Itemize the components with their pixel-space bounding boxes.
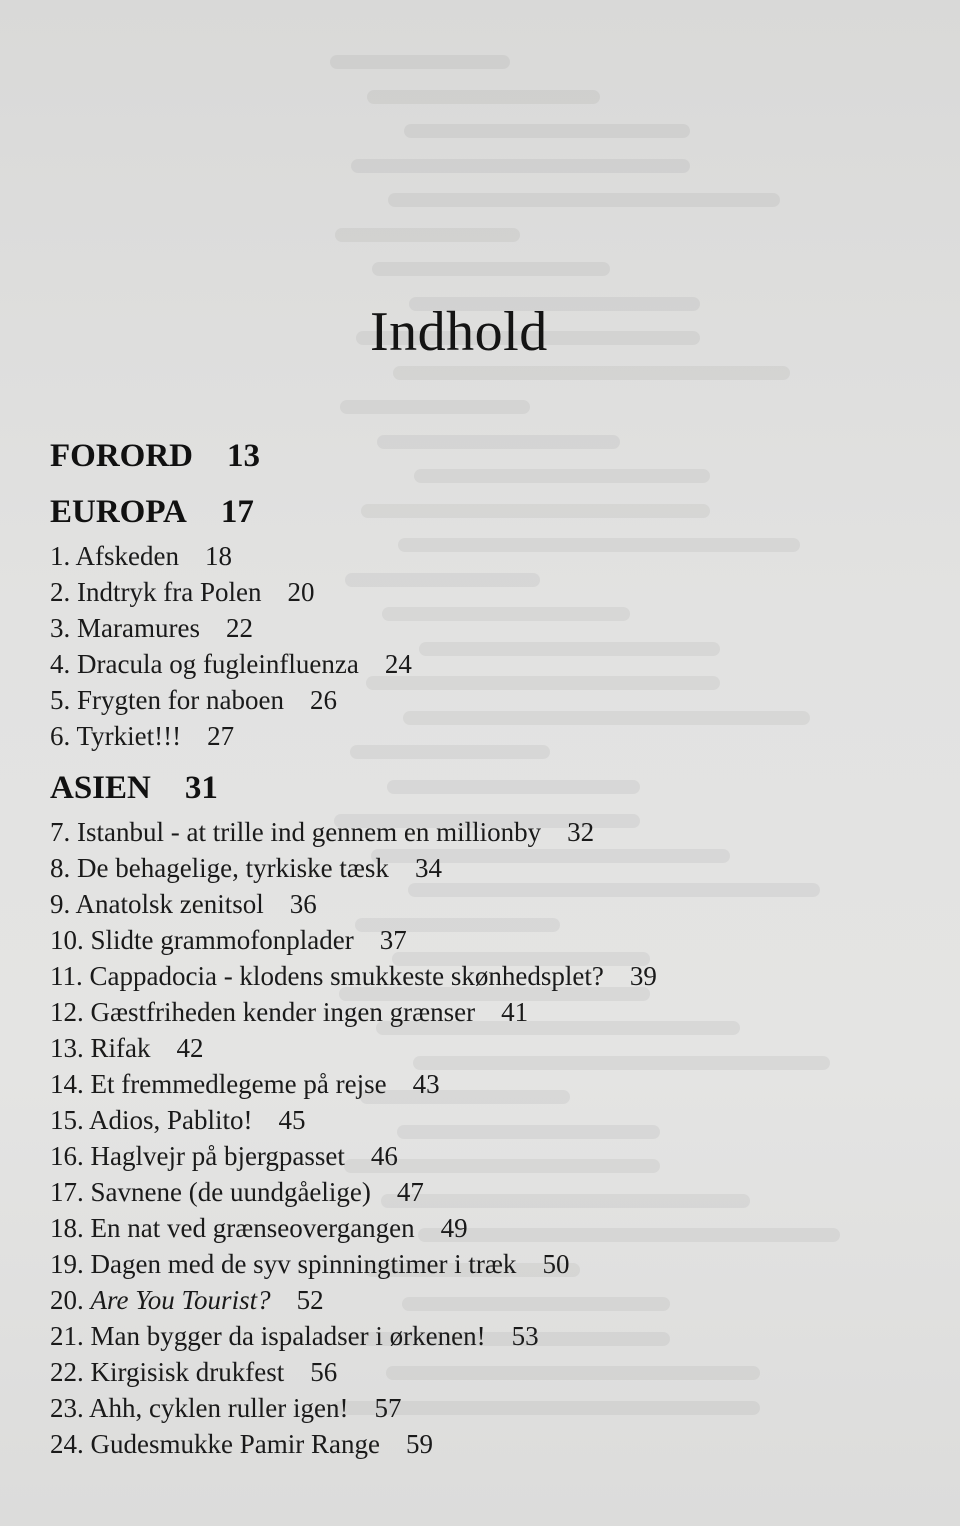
- entry-page-number: 37: [379, 925, 407, 955]
- entry-number: 12.: [50, 997, 84, 1027]
- entry-page-number: 36: [289, 889, 317, 919]
- entry-title: Maramures: [77, 613, 200, 643]
- toc-entry: [50, 886, 750, 922]
- entry-number: 20.: [50, 1285, 84, 1315]
- entry-number: 13.: [50, 1033, 84, 1063]
- section-page-number: 13: [227, 438, 260, 474]
- entry-number: 18.: [50, 1213, 84, 1243]
- toc-entry: [50, 994, 750, 1030]
- bleed-through-line: [367, 90, 600, 104]
- entry-title: Are You Tourist?: [90, 1285, 271, 1315]
- toc-entry: [50, 682, 750, 718]
- toc-entry: [50, 1390, 750, 1426]
- entry-number: 5.: [50, 685, 71, 715]
- entry-title: Et fremmedlegeme på rejse: [90, 1069, 387, 1099]
- entry-number: 2.: [50, 577, 71, 607]
- toc-entry: [50, 1246, 750, 1282]
- entry-title: Istanbul - at trille ind gennem en millionby: [77, 817, 542, 847]
- section-spacer: [50, 1462, 750, 1470]
- section-heading: [50, 430, 750, 482]
- entry-page-number: 56: [310, 1357, 338, 1387]
- bleed-through-line: [340, 400, 530, 414]
- entry-page-number: 32: [567, 817, 595, 847]
- toc-entry: [50, 574, 750, 610]
- toc-entry: [50, 1066, 750, 1102]
- entry-number: 11.: [50, 961, 83, 991]
- section-page-number: 17: [220, 494, 254, 530]
- entry-page-number: 47: [396, 1177, 424, 1207]
- toc-entry: [50, 814, 750, 850]
- section-heading: [50, 762, 750, 814]
- entry-number: 23.: [50, 1393, 84, 1423]
- entry-page-number: 53: [511, 1321, 539, 1351]
- toc-entry: [50, 1210, 750, 1246]
- toc-entry: [50, 922, 750, 958]
- entry-page-number: 39: [629, 961, 657, 991]
- table-of-contents: [50, 430, 750, 1470]
- bleed-through-line: [393, 366, 790, 380]
- entry-title: Gudesmukke Pamir Range: [90, 1429, 380, 1459]
- bleed-through-line: [330, 55, 510, 69]
- entry-number: 16.: [50, 1141, 84, 1171]
- bleed-through-line: [404, 124, 690, 138]
- entry-page-number: 42: [176, 1033, 204, 1063]
- toc-entry: [50, 850, 750, 886]
- entry-title: En nat ved grænseovergangen: [90, 1213, 415, 1243]
- entry-page-number: 49: [440, 1213, 468, 1243]
- entry-number: 1.: [50, 541, 71, 571]
- toc-entry: [50, 538, 750, 574]
- toc-entry: [50, 1282, 750, 1318]
- entry-number: 8.: [50, 853, 71, 883]
- entry-title: De behagelige, tyrkiske tæsk: [77, 853, 389, 883]
- entry-title: Gæstfriheden kender ingen grænser: [90, 997, 476, 1027]
- entry-title: Man bygger da ispaladser i ørkenen!: [90, 1321, 486, 1351]
- entry-title: Adios, Pablito!: [89, 1105, 253, 1135]
- entry-page-number: 41: [501, 997, 529, 1027]
- entry-page-number: 59: [405, 1429, 433, 1459]
- toc-entry: [50, 1174, 750, 1210]
- entry-number: 22.: [50, 1357, 84, 1387]
- toc-entry: [50, 718, 750, 754]
- entry-title: Slidte grammofonplader: [90, 925, 354, 955]
- entry-number: 14.: [50, 1069, 84, 1099]
- entry-number: 4.: [50, 649, 71, 679]
- entry-number: 9.: [50, 889, 71, 919]
- section-title: EUROPA: [50, 494, 187, 530]
- entry-number: 21.: [50, 1321, 84, 1351]
- entry-page-number: 50: [542, 1249, 570, 1279]
- entry-title: Frygten for naboen: [77, 685, 284, 715]
- entry-number: 3.: [50, 613, 71, 643]
- section-title: FORORD: [50, 438, 193, 474]
- entry-number: 19.: [50, 1249, 84, 1279]
- entry-title: Afskeden: [75, 541, 179, 571]
- section-title: ASIEN: [50, 770, 151, 806]
- entry-number: 15.: [50, 1105, 84, 1135]
- toc-entry: [50, 958, 750, 994]
- section-spacer: [50, 754, 750, 762]
- entry-title: Kirgisisk drukfest: [90, 1357, 285, 1387]
- entry-page-number: 45: [278, 1105, 306, 1135]
- section-heading: [50, 486, 750, 538]
- entry-number: 7.: [50, 817, 71, 847]
- toc-entry: [50, 1426, 750, 1462]
- toc-entry: [50, 1102, 750, 1138]
- bleed-through-line: [351, 159, 690, 173]
- entry-page-number: 57: [374, 1393, 402, 1423]
- entry-page-number: 52: [296, 1285, 324, 1315]
- entry-title: Dracula og fugleinfluenza: [77, 649, 359, 679]
- entry-page-number: 18: [204, 541, 232, 571]
- toc-entry: [50, 1138, 750, 1174]
- entry-title: Cappadocia - klodens smukkeste skønhedsplet?: [89, 961, 604, 991]
- entry-title: Haglvejr på bjergpasset: [90, 1141, 345, 1171]
- toc-entry: [50, 646, 750, 682]
- toc-entry: [50, 1318, 750, 1354]
- toc-entry: [50, 1030, 750, 1066]
- bleed-through-line: [335, 228, 520, 242]
- entry-page-number: 34: [414, 853, 442, 883]
- entry-title: Ahh, cyklen ruller igen!: [89, 1393, 349, 1423]
- bleed-through-line: [388, 193, 780, 207]
- entry-title: Indtryk fra Polen: [77, 577, 262, 607]
- entry-title: Savnene (de uundgåelige): [90, 1177, 371, 1207]
- entry-number: 17.: [50, 1177, 84, 1207]
- entry-page-number: 46: [370, 1141, 398, 1171]
- entry-number: 24.: [50, 1429, 84, 1459]
- entry-number: 10.: [50, 925, 84, 955]
- bleed-through-line: [372, 262, 610, 276]
- entry-page-number: 20: [287, 577, 315, 607]
- entry-title: Rifak: [90, 1033, 151, 1063]
- entry-page-number: 26: [309, 685, 337, 715]
- entry-number: 6.: [50, 721, 71, 751]
- entry-title: Dagen med de syv spinningtimer i træk: [90, 1249, 517, 1279]
- page-title: Indhold: [370, 301, 548, 363]
- entry-page-number: 24: [384, 649, 412, 679]
- entry-title: Anatolsk zenitsol: [75, 889, 264, 919]
- toc-entry: [50, 1354, 750, 1390]
- toc-entry: [50, 610, 750, 646]
- entry-page-number: 22: [225, 613, 253, 643]
- entry-page-number: 43: [412, 1069, 440, 1099]
- entry-title: Tyrkiet!!!: [76, 721, 182, 751]
- entry-page-number: 27: [207, 721, 235, 751]
- section-page-number: 31: [184, 770, 218, 806]
